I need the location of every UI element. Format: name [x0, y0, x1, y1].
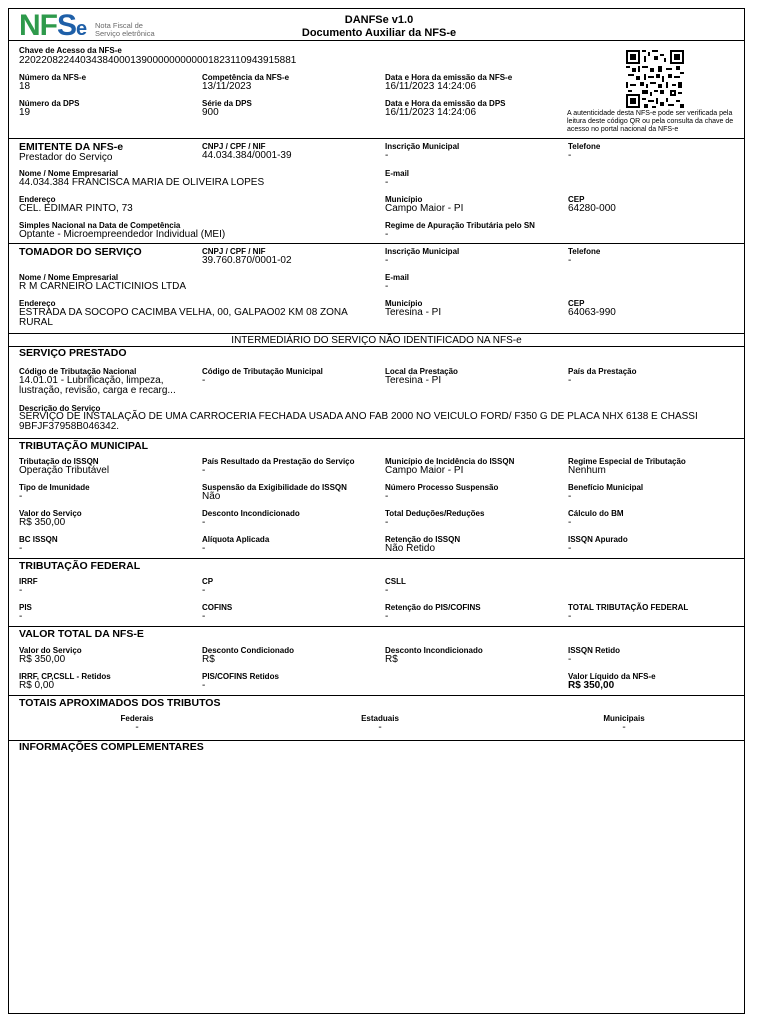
desc-inc-label: Desconto Incondicionado — [202, 509, 300, 518]
tomador-cep: 64063-990 — [568, 307, 616, 318]
apur-label: ISSQN Apurado — [568, 535, 628, 544]
ret-pis-label: Retenção do PIS/COFINS — [385, 603, 481, 612]
serie-value: 900 — [202, 107, 219, 118]
tomador-nome-label: Nome / Nome Empresarial — [19, 273, 119, 282]
vt-irrf-label: IRRF, CP,CSLL - Retidos — [19, 672, 111, 681]
emitente-cnpj: 44.034.384/0001-39 — [202, 150, 292, 161]
nfse-logo-subtitle — [95, 22, 155, 38]
emitente-cep: 64280-000 — [568, 203, 616, 214]
tomador-nome: R M CARNEIRO LACTICINIOS LTDA — [19, 281, 187, 292]
vt-valor: R$ 350,00 — [19, 654, 66, 665]
emissao-dps-label: Data e Hora da emissão da DPS — [385, 99, 506, 108]
fed-value: - — [135, 722, 139, 733]
bm: - — [568, 517, 572, 528]
serie-label: Série da DPS — [202, 99, 252, 108]
emitente-regime: - — [385, 229, 389, 240]
emitente-email: - — [385, 177, 389, 188]
benef: - — [568, 491, 572, 502]
totais-title: TOTAIS APROXIMADOS DOS TRIBUTOS — [19, 697, 221, 709]
emitente-email-label: E-mail — [385, 169, 410, 178]
pis: - — [19, 611, 23, 622]
vt-irrf: R$ 0,00 — [19, 680, 55, 691]
tomador-mun-label: Município — [385, 299, 423, 308]
vt-iss-ret-label: ISSQN Retido — [568, 646, 621, 655]
qr-code — [626, 50, 684, 108]
ret-issqn-label: Retenção do ISSQN — [385, 535, 461, 544]
emitente-end-label: Endereço — [19, 195, 56, 204]
pais-label: País da Prestação — [568, 367, 637, 376]
emitente-title: EMITENTE DA NFS-e — [19, 141, 124, 153]
cp: - — [202, 585, 206, 596]
info-title: INFORMAÇÕES COMPLEMENTARES — [19, 741, 204, 753]
intermediario-notice: INTERMEDIÁRIO DO SERVIÇO NÃO IDENTIFICADO NA NFS-e — [231, 335, 522, 346]
mun-inc: Campo Maior - PI — [385, 465, 464, 476]
cofins: - — [202, 611, 206, 622]
emitente-cnpj-label: CNPJ / CPF / NIF — [202, 142, 266, 151]
numero-label: Número da NFS-e — [19, 73, 87, 82]
emitente-tel-label: Telefone — [568, 142, 601, 151]
valor-total-title: VALOR TOTAL DA NFS-E — [19, 628, 144, 640]
valor-servico: R$ 350,00 — [19, 517, 66, 528]
emitente-im: - — [385, 150, 389, 161]
dps-label: Número da DPS — [19, 99, 80, 108]
tomador-email: - — [385, 281, 389, 292]
bm-label: Cálculo do BM — [568, 509, 624, 518]
susp-label: Suspensão da Exigibilidade do ISSQN — [202, 483, 347, 492]
susp: Não — [202, 491, 221, 502]
irrf: - — [19, 585, 23, 596]
tomador-cep-label: CEP — [568, 299, 585, 308]
apur: - — [568, 543, 572, 554]
vt-pis-label: PIS/COFINS Retidos — [202, 672, 279, 681]
emissao-label: Data e Hora da emissão da NFS-e — [385, 73, 513, 82]
mun-inc-label: Município de Incidência do ISSQN — [385, 457, 515, 466]
imun-label: Tipo de Imunidade — [19, 483, 90, 492]
competencia-label: Competência da NFS-e — [202, 73, 290, 82]
vt-liq: R$ 350,00 — [568, 680, 615, 691]
imun: - — [19, 491, 23, 502]
nfse-logo: NFSe — [19, 9, 87, 42]
ret-pis: - — [385, 611, 389, 622]
tomador-end-label: Endereço — [19, 299, 56, 308]
emitente-nome-label: Nome / Nome Empresarial — [19, 169, 119, 178]
emitente-subtitle: Prestador do Serviço — [19, 152, 113, 163]
competencia-value: 13/11/2023 — [202, 81, 252, 92]
csll-label: CSLL — [385, 577, 406, 586]
vt-desc-inc-label: Desconto Incondicionado — [385, 646, 483, 655]
proc: - — [385, 491, 389, 502]
numero-value: 18 — [19, 81, 31, 92]
chave-label: Chave de Acesso da NFS-e — [19, 46, 122, 55]
local-value: Teresina - PI — [385, 375, 442, 386]
logo-line1: Nota Fiscal de — [95, 21, 143, 30]
mun-value: - — [622, 722, 626, 733]
cofins-label: COFINS — [202, 603, 233, 612]
regime-esp: Nenhum — [568, 465, 606, 476]
vt-iss-ret: - — [568, 654, 572, 665]
qr-note: A autenticidade desta NFS-e pode ser verificada pela leitura deste código QR ou pela consulta da chave de acesso no portal nacional da NFS-e — [567, 110, 734, 133]
emitente-regime-label: Regime de Apuração Tributária pelo SN — [385, 221, 535, 230]
emitente-nome: 44.034.384 FRANCISCA MARIA DE OLIVEIRA LOPES — [19, 177, 265, 188]
bc: - — [19, 543, 23, 554]
tomador-im: - — [385, 255, 389, 266]
pais-value: - — [568, 375, 572, 386]
mun-label: Municipais — [603, 714, 645, 723]
emitente-sn-label: Simples Nacional na Data de Competência — [19, 221, 181, 230]
vt-liq-label: Valor Líquido da NFS-e — [568, 672, 656, 681]
emitente-mun-label: Município — [385, 195, 423, 204]
est-value: - — [378, 722, 382, 733]
cod-nac-label: Código de Tributação Nacional — [19, 367, 137, 376]
desc-label: Descrição do Serviço — [19, 404, 101, 413]
divider — [9, 243, 744, 244]
cp-label: CP — [202, 577, 214, 586]
emitente-im-label: Inscrição Municipal — [385, 142, 460, 151]
local-label: Local da Prestação — [385, 367, 458, 376]
csll: - — [385, 585, 389, 596]
divider — [9, 438, 744, 439]
ret-issqn: Não Retido — [385, 543, 436, 554]
total-fed-label: TOTAL TRIBUTAÇÃO FEDERAL — [568, 603, 689, 612]
trib-mun-title: TRIBUTAÇÃO MUNICIPAL — [19, 440, 149, 452]
logo-line2: Serviço eletrônica — [95, 29, 155, 38]
vt-valor-label: Valor do Serviço — [19, 646, 82, 655]
document-title: DANFSe v1.0 — [344, 14, 414, 26]
total-fed: - — [568, 611, 572, 622]
tomador-email-label: E-mail — [385, 273, 410, 282]
dps-value: 19 — [19, 107, 31, 118]
tomador-tel: - — [568, 255, 572, 266]
vt-pis: - — [202, 680, 206, 691]
pis-label: PIS — [19, 603, 32, 612]
divider — [9, 333, 744, 334]
proc-label: Número Processo Suspensão — [385, 483, 499, 492]
divider — [9, 40, 744, 41]
emissao-value: 16/11/2023 14:24:06 — [385, 81, 477, 92]
benef-label: Benefício Municipal — [568, 483, 644, 492]
trib-fed-title: TRIBUTAÇÃO FEDERAL — [19, 560, 141, 572]
chave-value: 22022082244034384000139000000000001823110943915881 — [19, 55, 297, 66]
divider — [9, 626, 744, 627]
tomador-end: ESTRADA DA SOCOPO CACIMBA VELHA, 00, GALPAO02 KM 08 ZONA RURAL — [19, 307, 348, 328]
tomador-im-label: Inscrição Municipal — [385, 247, 460, 256]
pais-res-label: País Resultado da Prestação do Serviço — [202, 457, 355, 466]
emitente-sn: Optante - Microempreendedor Individual (MEI) — [19, 229, 226, 240]
desc-inc: - — [202, 517, 206, 528]
cod-nac: 14.01.01 - Lubrificação, limpeza, lustração, revisão, carga e recarg... — [19, 375, 176, 396]
vt-desc-inc: R$ — [385, 654, 398, 665]
tomador-title: TOMADOR DO SERVIÇO — [19, 246, 142, 258]
emitente-end: CEL. EDIMAR PINTO, 73 — [19, 203, 133, 214]
cod-mun: - — [202, 375, 206, 386]
servico-title: SERVIÇO PRESTADO — [19, 347, 127, 359]
emitente-tel: - — [568, 150, 572, 161]
regime-esp-label: Regime Especial de Tributação — [568, 457, 686, 466]
divider — [9, 558, 744, 559]
vt-desc-cond-label: Desconto Condicionado — [202, 646, 294, 655]
trib-issqn: Operação Tributável — [19, 465, 110, 476]
cod-mun-label: Código de Tributação Municipal — [202, 367, 323, 376]
tomador-tel-label: Telefone — [568, 247, 601, 256]
irrf-label: IRRF — [19, 577, 38, 586]
trib-issqn-label: Tributação do ISSQN — [19, 457, 99, 466]
desc-value: SERVIÇO DE INSTALAÇÃO DE UMA CARROCERIA FECHADA USADA ANO FAB 2000 NO VEICULO FORD/ F350 G DE PLACA NHX 6138 E CHASSI 9BFJF37958B046342. — [19, 411, 698, 432]
est-label: Estaduais — [361, 714, 399, 723]
emitente-mun: Campo Maior - PI — [385, 203, 464, 214]
danfse-document — [8, 8, 745, 1014]
ded: - — [385, 517, 389, 528]
aliq: - — [202, 543, 206, 554]
emissao-dps-value: 16/11/2023 14:24:06 — [385, 107, 477, 118]
bc-label: BC ISSQN — [19, 535, 58, 544]
document-subtitle: Documento Auxiliar da NFS-e — [301, 27, 457, 39]
tomador-mun: Teresina - PI — [385, 307, 442, 318]
tomador-cnpj-label: CNPJ / CPF / NIF — [202, 247, 266, 256]
vt-desc-cond: R$ — [202, 654, 215, 665]
tomador-cnpj: 39.760.870/0001-02 — [202, 255, 292, 266]
emitente-cep-label: CEP — [568, 195, 585, 204]
divider — [9, 695, 744, 696]
fed-label: Federais — [120, 714, 154, 723]
aliq-label: Alíquota Aplicada — [202, 535, 270, 544]
valor-servico-label: Valor do Serviço — [19, 509, 82, 518]
pais-res: - — [202, 465, 206, 476]
ded-label: Total Deduções/Reduções — [385, 509, 485, 518]
divider — [9, 138, 744, 139]
